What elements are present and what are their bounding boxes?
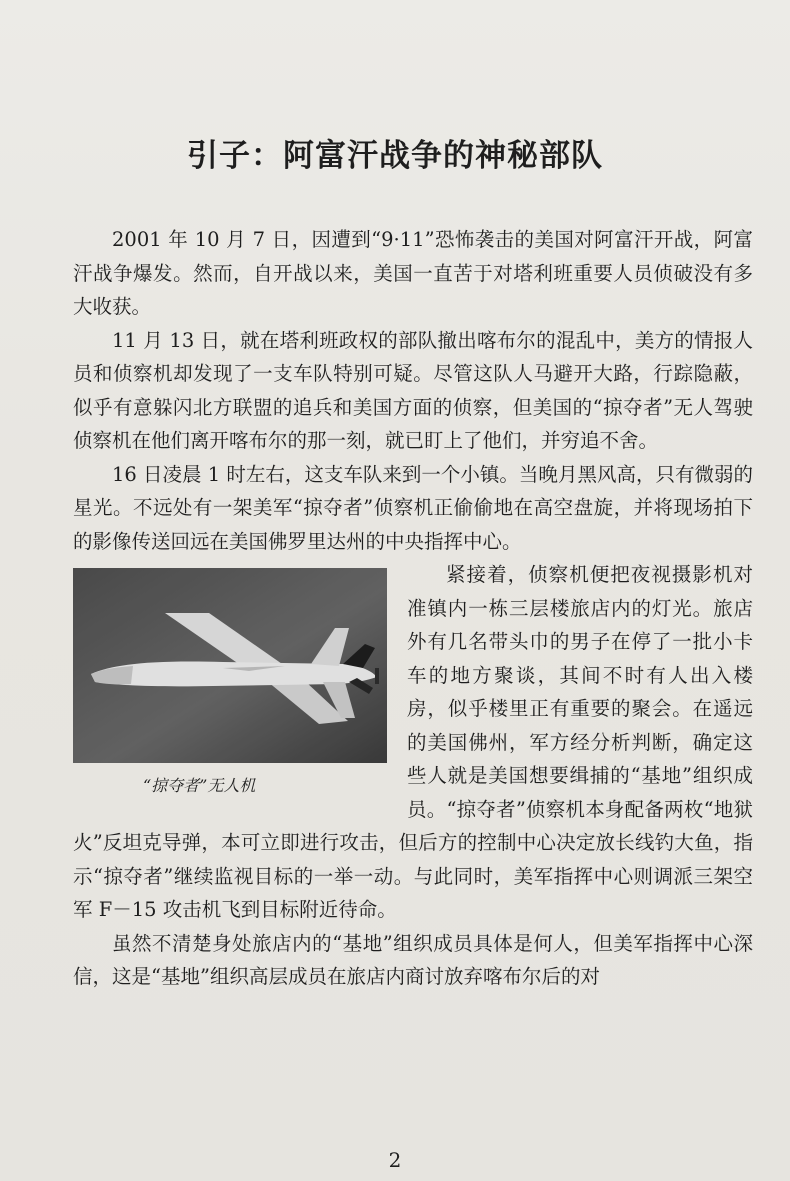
drone-figure xyxy=(73,568,393,797)
predator-drone-illustration xyxy=(73,568,387,763)
paragraph-5: 虽然不清楚身处旅店内的“基地”组织成员具体是何人，但美军指挥中心深信，这是“基地”组织高层成员在旅店内商讨放弃喀布尔后的对 xyxy=(73,931,753,988)
chapter-title: 引子：阿富汗战争的神秘部队 xyxy=(187,138,603,174)
body-text xyxy=(73,223,753,994)
paragraph-1: 2001 年 10 月 7 日，因遭到“9·11”恐怖袭击的美国对阿富汗开战，阿富汗战争爆发。然而，自开战以来，美国一直苦于对塔利班重要人员侦破没有多大收获。 xyxy=(73,228,753,318)
page-number: 2 xyxy=(388,1148,402,1172)
paragraph-2: 11 月 13 日，就在塔利班政权的部队撤出喀布尔的混乱中，美方的情报人员和侦察机却发现了一支车队特别可疑。尽管这队人马避开大路，行踪隐蔽，似乎有意躲闪北方联盟的追兵和美国方面的侦察，但美国的“掠夺者”无人驾驶侦察机在他们离开喀布尔的那一刻，就已盯上了他们，并穷追不舍。 xyxy=(73,328,753,452)
figure-caption: “掠夺者”无人机 xyxy=(143,776,256,795)
paragraph-4: 紧接着，侦察机便把夜视摄影机对准镇内一栋三层楼旅店内的灯光。旅店外有几名带头巾的男子在停了一批小卡车的地方聚谈，其间不时有人出入楼房，似乎楼里正有重要的聚会。在遥远的美国佛州，军方经分析判断，确定这些人就是美国想要缉捕的“基地”组织成员。“掠夺者”侦察机本身配备两枚“地狱火”反坦克导弹，本可立即进行攻击，但后方的控制中心决定放长线钓大鱼，指示“掠夺者”继续监视目标的一举一动。与此同时，美军指挥中心则调派三架空军 F－15 攻击机飞到目标附近待命。 xyxy=(73,563,753,921)
drone-photo xyxy=(73,568,387,763)
paragraph-3: 16 日凌晨 1 时左右，这支车队来到一个小镇。当晚月黑风高，只有微弱的星光。不远处有一架美军“掠夺者”侦察机正偷偷地在高空盘旋，并将现场拍下的影像传送回远在美国佛罗里达州的中央指挥中心。 xyxy=(73,462,753,553)
